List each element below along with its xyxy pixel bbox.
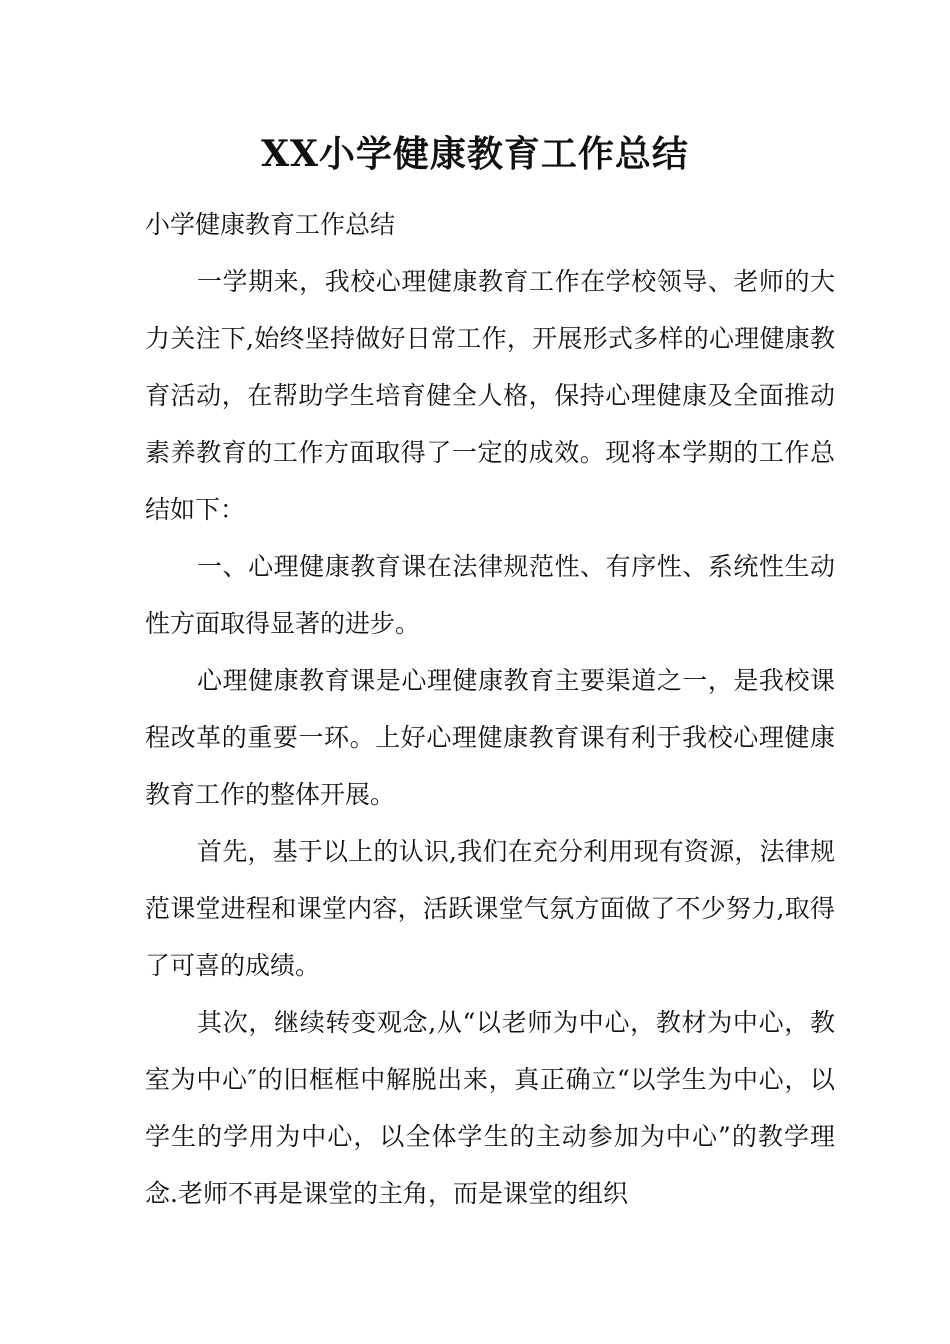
document-subtitle: 小学健康教育工作总结 (145, 210, 396, 239)
paragraph-intro: 一学期来，我校心理健康教育工作在学校领导、老师的大力关注下,始终坚持做好日常工作，开展形式多样的心理健康教育活动，在帮助学生培育健全人格，保持心理健康及全面推动素养教育的工作方面取得了一定的成效。现将本学期的工作总结如下： (145, 267, 835, 524)
paragraph-section-one-heading: 一、心理健康教育课在法律规范性、有序性、系统性生动性方面取得显著的进步。 (145, 552, 835, 638)
paragraph-second-point: 其次，继续转变观念,从“以老师为中心，教材为中心，教室为中心″的旧框框中解脱出来，真正确立“以学生为中心，以学生的学用为中心，以全体学生的主动参加为中心”的教学理念.老师不再是课堂的主角，而是课堂的组织 (145, 1008, 835, 1208)
paragraph-course-importance: 心理健康教育课是心理健康教育主要渠道之一，是我校课程改革的重要一环。上好心理健康教育课有利于我校心理健康教育工作的整体开展。 (145, 666, 835, 809)
paragraph-first-point: 首先，基于以上的认识,我们在充分利用现有资源，法律规范课堂进程和课堂内容，活跃课堂气氛方面做了不少努力,取得了可喜的成绩。 (145, 837, 835, 980)
document-title: XX小学健康教育工作总结 (261, 133, 689, 175)
document-body (145, 196, 835, 1222)
